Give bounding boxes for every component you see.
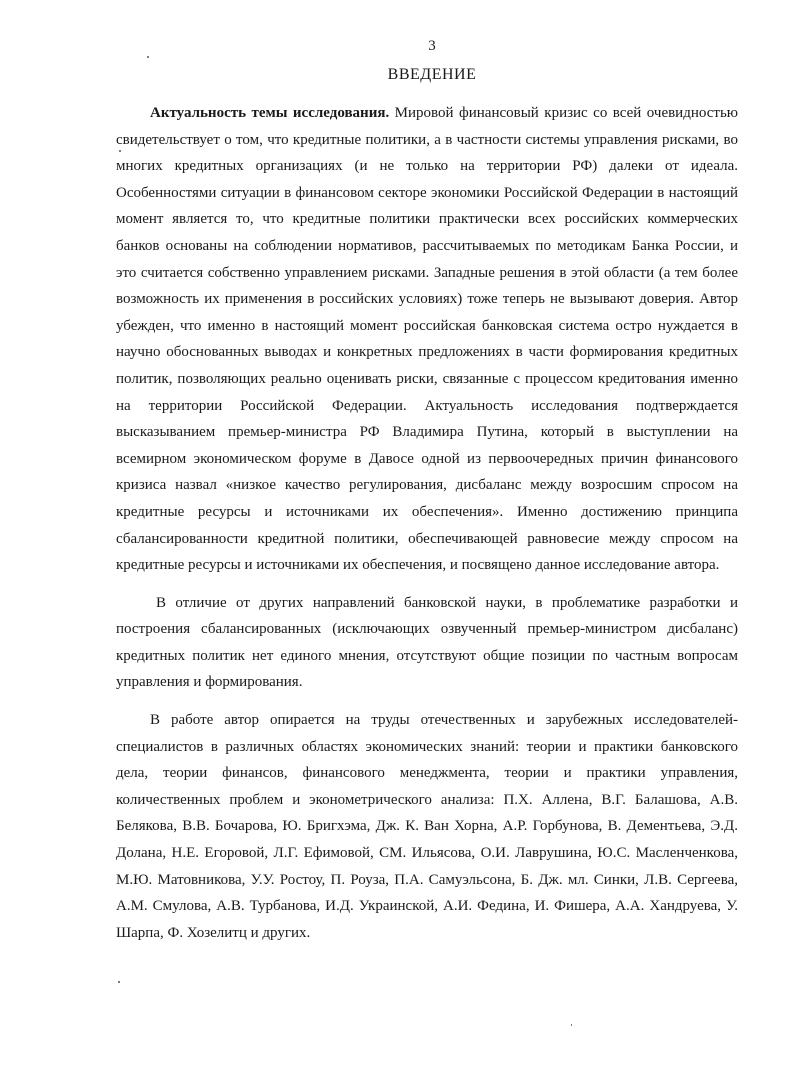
paragraph-difference: В отличие от других направлений банковской науки, в проблематике разработки и построения сбалансированных (исключающих озвученный премьер-министром дисбаланс) кредитных политик нет единого мнения, отсутствуют общие позиции по частным вопросам управления и формирования. xyxy=(116,594,738,691)
paragraph-relevance xyxy=(116,100,738,579)
paragraph-sources: В работе автор опирается на труды отечественных и зарубежных исследователей-специалистов в различных областях экономических знаний: теории и практики банковского дела, теории финансов, финансового менеджмента, теории и практики управления, количественных проблем и эконометрического анализа: П.Х. Аллена, В.Г. Балашова, А.В. Белякова, В.В. Бочарова, Ю. Бригхэма, Дж. К. Ван Хорна, А.Р. Горбунова, В. Дементьева, Э.Д. Долана, Н.Е. Егоровой, Л.Г. Ефимовой, СМ. Ильясова, О.И. Лаврушина, Ю.С. Масленченкова, М.Ю. Матовникова, У.У. Ростоу, П. Роуза, П.А. Самуэльсона, Б. Дж. мл. Синки, Л.В. Сергеева, А.М. Смулова, А.В. Турбанова, И.Д. Украинской, А.И. Федина, И. Фишера, А.А. Хандруева, У. Шарпа, Ф. Хозелитц и других. xyxy=(116,712,738,941)
paragraph-text: Мировой финансовый кризис со всей очевидностью свидетельствует о том, что кредитные политики, а в частности системы управления рисками, во многих кредитных организациях (и не только на территории РФ) далеки от идеала. Особенностями ситуации в финансовом секторе экономики Российской Федерации в настоящий момент является то, что кредитные политики практически всех российских коммерческих банков основаны на соблюдении нормативов, рассчитываемых по методикам Банка России, и это считается собственно управлением рисками. Западные решения в этой области (а тем более возможность их применения в российских условиях) тоже теперь не вызывают доверия. Автор убежден, что именно в настоящий момент российская банковская система остро нуждается в научно обоснованных выводах и конкретных предложениях в части формирования кредитных политик, позволяющих реально оценивать риски, связанные с процессом кредитования именно на территории Российской Федерации. Актуальность исследования подтверждается высказыванием премьер-министра РФ Владимира Путина, который в выступлении на всемирном экономическом форуме в Давосе одной из первоочередных причин финансового кризиса назвал «низкое качество регулирования, дисбаланс между возросшим спросом на кредитные ресурсы и источниками их обеспечения». Именно достижению принципа сбалансированности кредитной политики, обеспечивающей равновесие между спросом на кредитные ресурсы и источниками их обеспечения, и посвящено данное исследование автора. xyxy=(116,105,739,574)
page-number: 3 xyxy=(428,38,436,54)
document-body xyxy=(116,100,738,957)
scan-speck xyxy=(147,56,149,58)
paragraph-lead: Актуальность темы исследования. xyxy=(150,105,390,121)
scan-speck xyxy=(118,981,120,983)
page-title: ВВЕДЕНИЕ xyxy=(387,66,477,83)
scan-speck xyxy=(571,1024,572,1026)
scan-speck xyxy=(119,150,121,152)
